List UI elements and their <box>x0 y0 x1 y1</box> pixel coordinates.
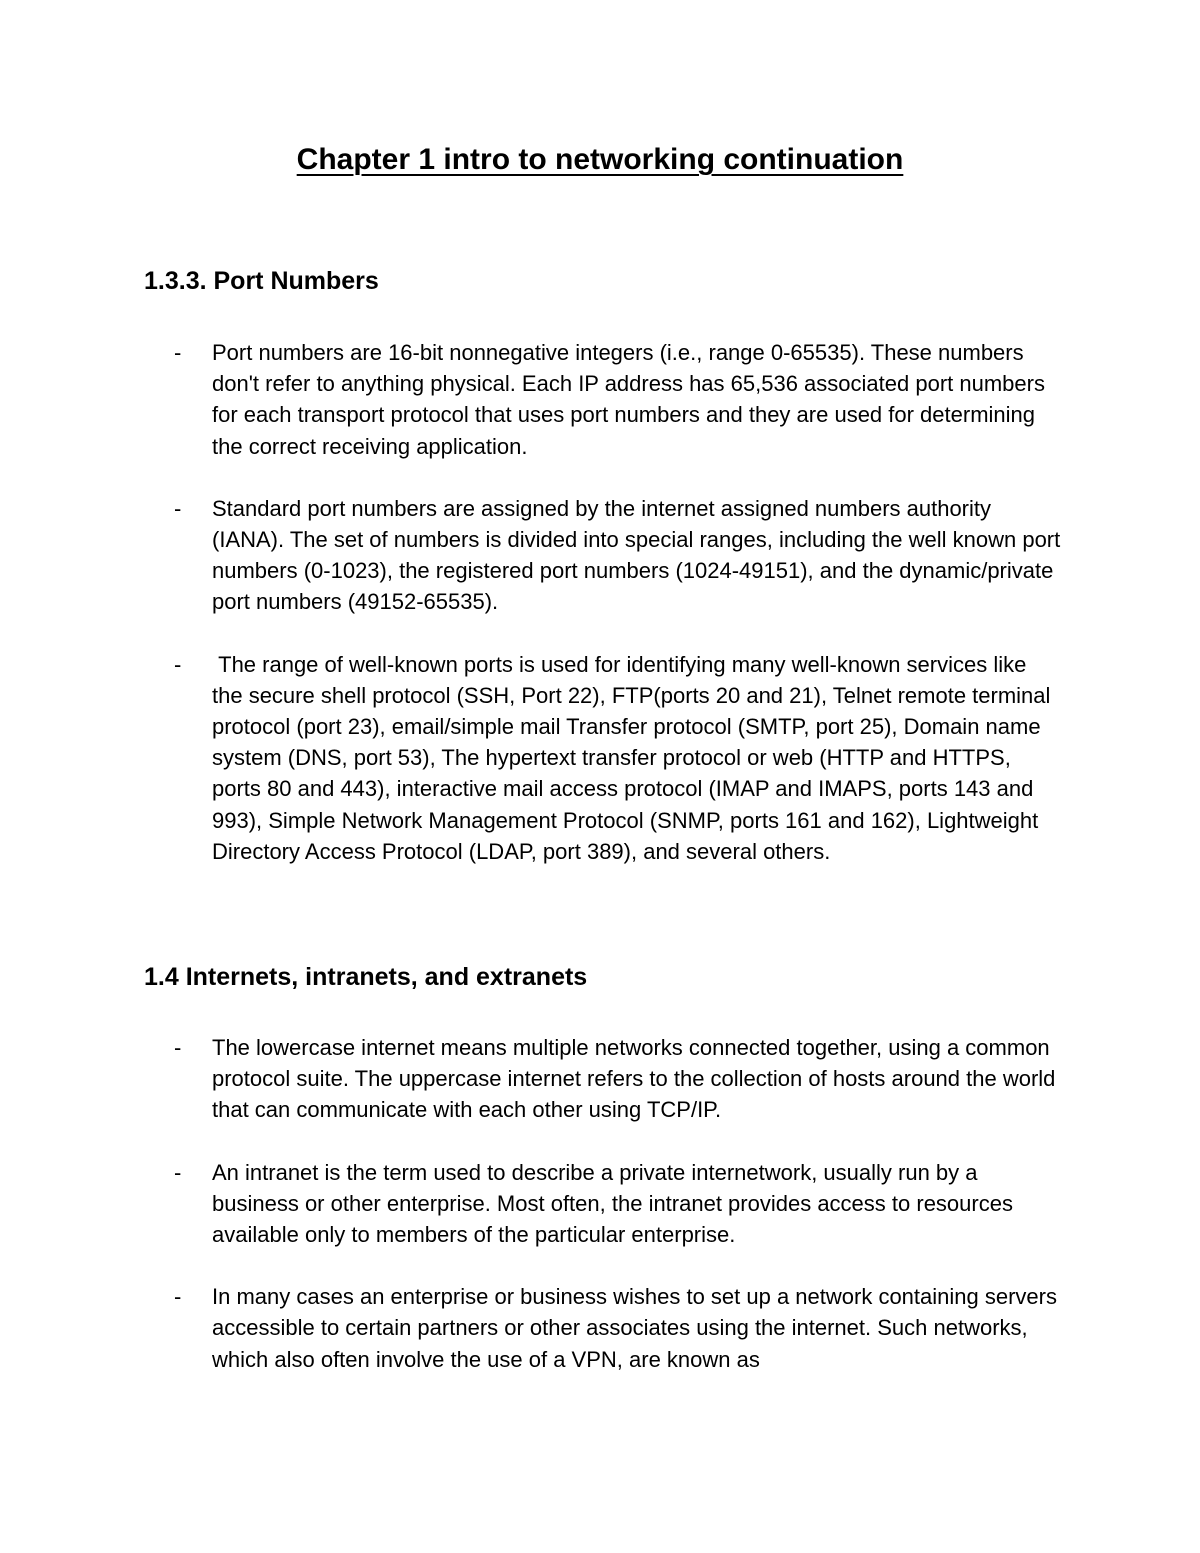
list-spacer <box>0 1126 1200 1157</box>
bullet-text: Port numbers are 16-bit nonnegative integers (i.e., range 0-65535). These numbers don't refer to anything physical. Each IP address has 65,536 associated port numbers for each transport protocol that uses port numbers and they are used for determining the correct receiving application. <box>212 340 1045 459</box>
port-numbers-bullet-list <box>0 337 1200 867</box>
bullet-dash: - <box>174 340 182 365</box>
section-heading-internets: 1.4 Internets, intranets, and extranets <box>144 963 588 991</box>
bullet-text: The range of well-known ports is used for identifying many well-known services like the secure shell protocol (SSH, Port 22), FTP(ports 20 and 21), Telnet remote terminal protocol (port 23), email/simple mail Transfer protocol (SMTP, port 25), Domain name system (DNS, port 53), The hypertext transfer protocol or web (HTTP and HTTPS, ports 80 and 443), interactive mail access protocol (IMAP and IMAPS, ports 143 and 993), Simple Network Management Protocol (SNMP, ports 161 and 162), Lightweight Directory Access Protocol (LDAP, port 389), and several others. <box>212 651 1057 864</box>
list-spacer <box>0 618 1200 649</box>
bullet-dash: - <box>174 495 182 521</box>
bullet-text: An intranet is the term used to describe a private internetwork, usually run by a business or other enterprise. Most often, the intranet provides access to resources available only to members of the particular enterprise. <box>212 1159 1013 1248</box>
list-item <box>0 1032 1200 1126</box>
bullet-text: Standard port numbers are assigned by the internet assigned numbers authority (IANA). The set of numbers is divided into special ranges, including the well known port numbers (0-1023), the registered port numbers (1024-49151), and the dynamic/private port numbers (49152-65535). <box>212 495 1061 615</box>
bullet-text: The lowercase internet means multiple networks connected together, using a common protocol suite. The uppercase internet refers to the collection of hosts around the world that can communicate with each other using TCP/IP. <box>212 1035 1056 1123</box>
list-item <box>0 1281 1200 1375</box>
list-spacer <box>0 1250 1200 1281</box>
bullet-dash: - <box>174 651 182 677</box>
bullet-dash: - <box>174 1159 182 1185</box>
bullet-text: In many cases an enterprise or business wishes to set up a network containing servers accessible to certain partners or other associates using the internet. Such networks, which also often involve the use of a VPN, are known as <box>212 1284 1057 1372</box>
section-heading-port-numbers: 1.3.3. Port Numbers <box>144 267 379 295</box>
list-item <box>0 337 1200 462</box>
page-title: Chapter 1 intro to networking continuation <box>296 143 904 176</box>
internets-bullet-list <box>0 1032 1200 1375</box>
bullet-dash: - <box>174 1284 182 1310</box>
list-spacer <box>0 462 1200 493</box>
list-item <box>0 1157 1200 1251</box>
list-item <box>0 493 1200 618</box>
list-item <box>0 649 1200 867</box>
bullet-dash: - <box>174 1035 182 1060</box>
